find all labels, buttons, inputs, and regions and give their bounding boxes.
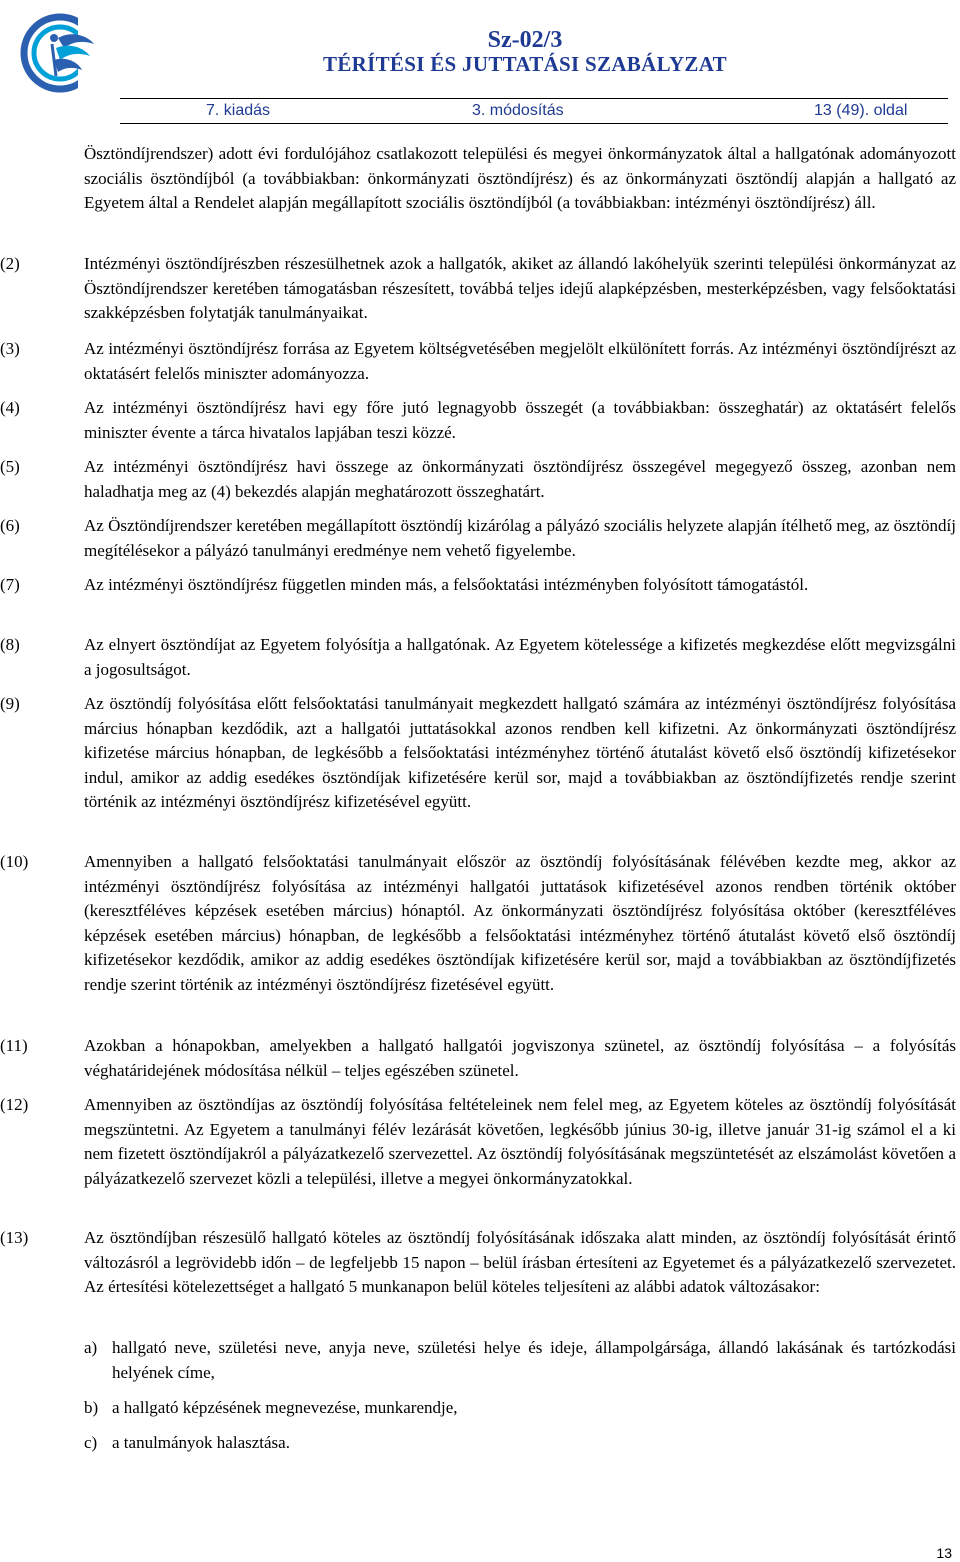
paragraph-number: (11) (0, 1036, 28, 1055)
paragraph-number: (8) (0, 635, 20, 654)
paragraph-number: (5) (0, 457, 20, 476)
paragraph-number: (3) (0, 339, 20, 358)
document-title: TÉRÍTÉSI ÉS JUTTATÁSI SZABÁLYZAT (323, 52, 727, 76)
paragraph-text: Amennyiben a hallgató felsőoktatási tanulmányait először az ösztöndíj folyósításának félévében kezdte meg, akkor az intézményi ösztöndíjrész folyósítása az intézményi hallgatói juttatások kifizetésével azonos rendben történik október (keresztféléves képzések esetében március) hónaptól. Az önkormányzati ösztöndíjrész folyósítása október (keresztféléves képzések esetében március) hónapban, de legkésőbb a felsőoktatási intézményhez történő átutalást követő első ösztöndíj kifizetésekor kezdődik, amikor az addig esedékes ösztöndíjak kifizetésére kerül sor, majd a továbbiakban az ösztöndíjfizetés rendje szerint történik az intézményi ösztöndíjrész fizetésével együtt. (84, 852, 956, 994)
paragraph-number: (6) (0, 516, 20, 535)
paragraph-text: Amennyiben az ösztöndíjas az ösztöndíj folyósítása feltételeinek nem felel meg, az Egyetem köteles az ösztöndíj folyósítását megszüntetni. Az Egyetem a tanulmányi félév lezárását követően, legkésőbb június 30-ig, illetve január 31-ig számol el a ki nem fizetett ösztöndíjakról a pályázatkezelő szervezettel. Az ösztöndíj folyósításának megszüntetését az elszámolást követően a pályázatkezelő szervezet közli a települési, illetve a megyei önkormányzatokkal. (84, 1095, 956, 1188)
list-item-label: c) (84, 1433, 98, 1452)
paragraph-text: Az elnyert ösztöndíjat az Egyetem folyósítja a hallgatónak. Az Egyetem kötelessége a kifizetés megkezdése előtt megvizsgálni a jogosultságot. (84, 635, 956, 679)
page-number: 13 (936, 1545, 952, 1561)
list-item-label: a) (84, 1338, 98, 1357)
lead-paragraph: Ösztöndíjrendszer) adott évi fordulójához csatlakozott települési és megyei önkormányzatok által a hallgatónak adományozott szociális ösztöndíjból (a továbbiakban: önkormányzati ösztöndíjrész) és az önkormányzati ösztöndíj alapján a hallgató az Egyetem által a Rendelet alapján megállapított szociális ösztöndíjból (a továbbiakban: intézményi ösztöndíjrész) áll. (84, 144, 956, 212)
edition-label: 7. kiadás (206, 102, 271, 119)
paragraph-text: Azokban a hónapokban, amelyekben a hallgató hallgatói jogviszonya szünetel, az ösztöndíj folyósítása – a folyósítás véghatáridejének módosítása nélkül – teljes egészében szünetel. (84, 1036, 956, 1080)
page-indicator: 13 (49). oldal (814, 102, 908, 119)
paragraph-text: Az intézményi ösztöndíjrész havi összege az önkormányzati ösztöndíjrész összegével megegyező összeg, azonban nem haladhatja meg az (4) bekezdés alapján meghatározott összeghatárt. (84, 457, 956, 501)
paragraph-number: (7) (0, 575, 20, 594)
list-item-label: b) (84, 1398, 99, 1417)
paragraph-text: Intézményi ösztöndíjrészben részesülhetnek azok a hallgatók, akiket az állandó lakóhelyük szerinti települési önkormányzat az Ösztöndíjrendszer keretében támogatásban részesített, továbbá teljes idejű alapképzésben, mesterképzésben, vagy felsőoktatási szakképzésben folytatják tanulmányaikat. (84, 254, 956, 322)
header-info-bar (120, 98, 948, 124)
paragraph-number: (2) (0, 254, 20, 273)
page-header (0, 0, 960, 123)
paragraph-text: Az intézményi ösztöndíjrész független minden más, a felsőoktatási intézményben folyósított támogatástól. (84, 575, 809, 594)
university-logo-icon (20, 8, 100, 98)
paragraph-number: (4) (0, 398, 20, 417)
document-code: Sz-02/3 (487, 27, 563, 53)
paragraph-number: (13) (0, 1228, 29, 1247)
list-item-text: hallgató neve, születési neve, anyja neve, születési helye és ideje, állampolgársága, állandó lakásának és tartózkodási helyének címe, (112, 1338, 956, 1382)
paragraph-text: Az Ösztöndíjrendszer keretében megállapított ösztöndíj kizárólag a pályázó szociális helyzete alapján ítélhető meg, az ösztöndíj megítélésekor a pályázó tanulmányi eredménye nem vehető figyelembe. (84, 516, 956, 560)
paragraph-text: Az intézményi ösztöndíjrész havi egy főre jutó legnagyobb összegét (a továbbiakban: összeghatár) az oktatásért felelős miniszter évente a tárca hivatalos lapjában teszi közzé. (84, 398, 956, 442)
list-item-text: a hallgató képzésének megnevezése, munkarendje, (112, 1398, 458, 1417)
paragraph-text: Az intézményi ösztöndíjrész forrása az Egyetem költségvetésében megjelölt elkülönített forrás. Az intézményi ösztöndíjrészt az oktatásért felelős miniszter adományozza. (84, 339, 956, 383)
paragraph-text: Az ösztöndíjban részesülő hallgató köteles az ösztöndíj folyósításának időszaka alatt minden, az ösztöndíj folyósítását érintő változásról a legrövidebb időn – de legfeljebb 15 napon – belül írásban értesíteni az Egyetemet és a pályázatkezelő szervezetet. Az értesítési kötelezettséget a hallgató 5 munkanapon belül köteles teljesíteni az alábbi adatok változásakor: (84, 1228, 956, 1296)
paragraph-number: (9) (0, 694, 20, 713)
paragraph-number: (10) (0, 852, 29, 871)
paragraph-number: (12) (0, 1095, 29, 1114)
modification-label: 3. módosítás (472, 102, 564, 119)
list-item-text: a tanulmányok halasztása. (112, 1433, 290, 1452)
paragraph-text: Az ösztöndíj folyósítása előtt felsőoktatási tanulmányait megkezdett hallgató számára az intézményi ösztöndíjrész folyósítása március hónapban kezdődik, azt a hallgatói juttatásokkal azonos rendben kell kifizetni. Az önkormányzati ösztöndíjrész kifizetése március hónapban, de legkésőbb a felsőoktatási intézményhez történő átutalást követő első ösztöndíj kifizetésekor indul, amikor az addig esedékes ösztöndíjak kifizetésére kerül sor, majd a továbbiakban az ösztöndíjfizetés rendje szerint történik az intézményi ösztöndíjrész kifizetésével együtt. (84, 694, 956, 811)
